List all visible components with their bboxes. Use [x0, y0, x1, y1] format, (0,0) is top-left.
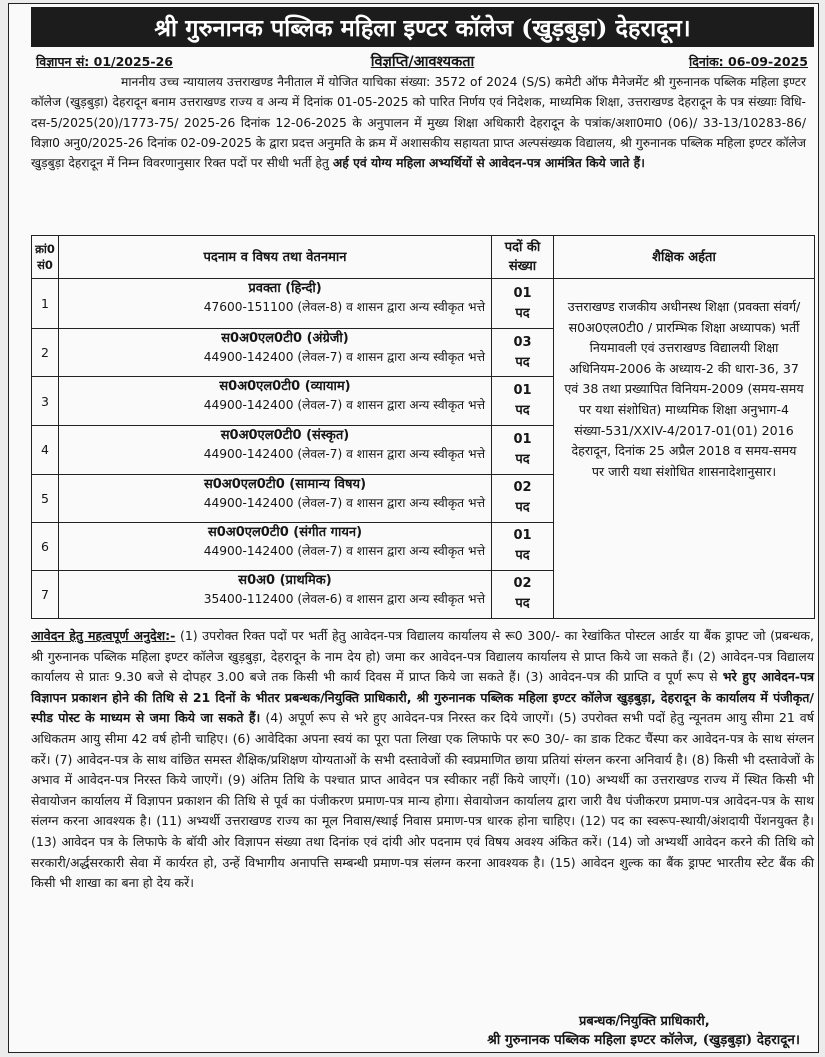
post-pay: 35400-112400 (लेवल-6) व शासन द्वारा अन्य स्वीकृत भत्ते	[203, 591, 485, 606]
row-sn: 1	[32, 279, 59, 329]
row-sn: 3	[32, 377, 59, 426]
row-sn: 6	[32, 522, 59, 570]
post-unit: पद	[515, 451, 530, 467]
post-name: स0अ0एल0टी0 (सामान्य विषय)	[203, 476, 367, 492]
post-pay: 44900-142400 (लेवल-7) व शासन द्वारा अन्य स्वीकृत भत्ते	[203, 495, 485, 510]
instructions-bold: भरे हुए आवेदन-पत्र विज्ञापन प्रकाशन होने की तिथि से 21 दिनों के भीतर प्रबन्धक/नियुक्ति प्राधिकारी, श्री गुरुनानक पब्लिक महिला इण्टर कॉलेज खुड़बुड़ा, देहरादून के कार्यालय में पंजीकृत/स्पीड पोस्ट के माध्यम से जमा किये जा सकते हैं।	[31, 669, 814, 726]
post-count: 03	[513, 334, 532, 350]
notice-date: दिनांक: 06-09-2025	[689, 54, 808, 69]
signature-designation: प्रबन्धक/नियुक्ति प्राधिकारी,	[579, 1014, 710, 1029]
header-qualification: शैक्षिक अर्हता	[554, 236, 815, 279]
header-sn: क्रां0 सं0	[32, 236, 59, 279]
qualification-cell: उत्तराखण्ड राजकीय अधीनस्थ शिक्षा (प्रवक्ता संवर्ग/स0अ0एल0टी0 / प्रारम्भिक शिक्षा अध्यापक) भर्ती नियमावली एवं उत्तराखण्ड विद्यालयी शिक्षा अधिनियम-2006 के अध्याय-2 की धारा-36, 37 एवं 38 तथा प्रख्यापित विनियम-2009 (समय-समय पर यथा संशोधित) माध्यमिक शिक्षा अनुभाग-4 संख्या-531/XXIV-4/2017-01(01) 2016 देहरादून, दिनांक 25 अप्रैल 2018 व समय-समय पर जारी यथा संशोधित शासनादेशानुसार।	[554, 279, 815, 619]
post-count: 02	[513, 480, 532, 496]
instructions-lead: आवेदन हेतु महत्वपूर्ण अनुदेश:-	[31, 628, 176, 643]
post-unit: पद	[515, 305, 530, 321]
page-title: श्री गुरुनानक पब्लिक महिला इण्टर कॉलेज (खुड़बुड़ा) देहरादून।	[31, 7, 814, 47]
post-pay: 47600-151100 (लेवल-8) व शासन द्वारा अन्य स्वीकृत भत्ते	[203, 300, 485, 314]
post-pay: 44900-142400 (लेवल-7) व शासन द्वारा अन्य स्वीकृत भत्ते	[203, 350, 485, 365]
post-name: स0अ0एल0टी0 (संस्कृत)	[220, 428, 350, 444]
table-row	[32, 279, 815, 329]
vacancy-table	[31, 235, 815, 619]
intro-paragraph	[31, 72, 806, 173]
instructions-part1: (1) उपरोक्त रिक्त पदों पर भर्ती हेतु आवेदन-पत्र विद्यालय कार्यालय से रू0 300/- का रेखांकित पोस्टल आर्डर या बैंक ड्राफ्ट जो (प्रबन्धक, श्री गुरुनानक पब्लिक महिला इण्टर कॉलेज खुड़बुड़ा, देहरादून के नाम देय हो) जमा कर आवेदन-पत्र विद्यालय कार्यालय से प्राप्त किये जा सकते हैं। (2) आवेदन-पत्र विद्यालय कार्यालय से प्रातः 9.30 बजे से दोपहर 3.00 बजे तक किसी भी कार्य दिवस में प्राप्त किये जा सकते हैं। (3) आवेदन-पत्र की प्राप्ति व पूर्ण रूप से	[31, 628, 814, 685]
post-name: प्रवक्ता (हिन्दी)	[248, 281, 322, 296]
post-count: 01	[513, 431, 532, 447]
post-unit: पद	[515, 354, 530, 370]
instructions-part2: (4) अपूर्ण रूप से भरे हुए आवेदन-पत्र निरस्त कर दिये जाएगें। (5) उपरोक्त सभी पदों हेतु न्यूनतम आयु सीमा 21 वर्ष अधिकतम आयु सीमा 42 वर्ष होनी चाहिए। (6) आवेदिका अपना स्वयं का पूरा पता लिखा एक लिफाफे पर रू0 30/- का डाक टिकट चैंस्पा कर आवेदन-पत्र के साथ संग्लन करें। (7) आवेदन-पत्र के साथ वांछित समस्त शैक्षिक/प्रशिक्षण योग्यताओं के सभी दस्तावेजों की स्वप्रमाणित छाया प्रतियां संग्लन करना अनिवार्य है। (8) किसी भी दस्तावेजों के अभाव में आवेदन-पत्र निरस्त किये जाएगें। (9) अंतिम तिथि के पश्चात प्राप्त आवेदन पत्र स्वीकार नहीं किये जाएगें। (10) अभ्यर्थी का उत्तराखण्ड राज्य में स्थित किसी भी सेवायोजन कार्यालय में विज्ञापन प्रकाशन की तिथि से पूर्व का पंजीकरण प्रमाण-पत्र मान्य होगा। सेवायोजन कार्यालय द्वारा जारी वैध पंजीकरण प्रमाण-पत्र आवेदन-पत्र के साथ संलग्न करना आवश्यक है। (11) अभ्यर्थी उत्तराखण्ड राज्य का मूल निवास/स्थाई निवास प्रमाण-पत्र धारक होना चाहिए। (12) पद का स्वरूप-स्थायी/अंशदायी पेंशनयुक्त है। (13) आवेदन पत्र के लिफाफे के बॉयी ओर विज्ञापन संख्या तथा दिनांक एवं दांयी ओर पदनाम एवं विषय अवश्य अंकित करें। (14) जो अभ्यर्थी आवेदन करने की तिथि को सरकारी/अर्द्धसरकारी सेवा में कार्यरत हो, उन्हें विभागीय अनापत्ति सम्बन्धी प्रमाण-पत्र संलग्न करना आवश्यक है। (15) आवेदन शुल्क का बैंक ड्राफ्ट भारतीय स्टेट बैंक की किसी भी शाखा का बना हो देय करें।	[31, 710, 814, 891]
post-pay: 44900-142400 (लेवल-7) व शासन द्वारा अन्य स्वीकृत भत्ते	[203, 543, 485, 558]
instructions-paragraph	[31, 626, 814, 894]
row-sn: 4	[32, 426, 59, 474]
intro-bold-tail: अर्ह एवं योग्य महिला अभ्यर्थियों से आवेदन-पत्र आमंत्रित किये जाते हैं।	[332, 156, 645, 171]
post-pay: 44900-142400 (लेवल-7) व शासन द्वारा अन्य स्वीकृत भत्ते	[203, 398, 485, 413]
post-unit: पद	[515, 548, 530, 564]
header-count: पदों की संख्या	[492, 236, 554, 279]
post-unit: पद	[515, 596, 530, 612]
post-name: स0अ0 (प्राथमिक)	[238, 572, 332, 588]
post-unit: पद	[515, 403, 530, 419]
post-name: स0अ0एल0टी0 (संगीत गायन)	[207, 524, 363, 540]
meta-row	[31, 53, 814, 71]
intro-text: माननीय उच्च न्यायालय उत्तराखण्ड नैनीताल में योजित याचिका संख्या: 3572 of 2024 (S/S) कमेटी ऑफ मैनेजमेंट श्री गुरुनानक पब्लिक महिला इण्टर कॉलेज (खुड़बुड़ा) देहरादून बनाम उत्तराखण्ड राज्य व अन्य में दिनांक 01-05-2025 को पारित निर्णय एवं निदेशक, माध्यमिक शिक्षा, उत्तराखण्ड देहरादून के पत्र संख्याः विधि-दस-5/2025(20)/1773-75/ 2025-26 दिनांक 12-06-2025 के अनुपालन में मुख्य शिक्षा अधिकारी देहरादून के पत्रांक/अशा0मा0 (06)/ 33-13/10283-86/विज्ञा0 अनु0/2025-26 दिनांक 02-09-2025 के द्वारा प्रदत्त अनुमति के क्रम में अशासकीय सहायता प्राप्त अल्पसंख्यक विद्यालय, श्री गुरुनानक पब्लिक महिला इण्टर कॉलेज खुड़बुड़ा देहरादून में निम्न विवरणानुसार रिक्त पदों पर सीधी भर्ती हेतु	[31, 75, 806, 171]
post-count: 01	[513, 528, 532, 544]
row-sn: 2	[32, 329, 59, 377]
post-count: 01	[513, 383, 532, 399]
row-sn: 7	[32, 570, 59, 618]
notice-heading: विज्ञप्ति/आवश्यकता	[370, 54, 475, 70]
post-unit: पद	[515, 500, 530, 516]
post-count: 01	[513, 285, 532, 301]
signature-institution: श्री गुरुनानक पब्लिक महिला इण्टर कॉलेज, (खुड़बुड़ा) देहरादून।	[487, 1032, 800, 1048]
header-post: पदनाम व विषय तथा वेतनमान	[59, 236, 492, 279]
post-name: स0अ0एल0टी0 (अंग्रेजी)	[221, 331, 349, 347]
table-header-row	[32, 236, 815, 279]
post-name: स0अ0एल0टी0 (व्यायाम)	[219, 379, 351, 395]
advertisement-sheet	[8, 3, 819, 1053]
post-pay: 44900-142400 (लेवल-7) व शासन द्वारा अन्य स्वीकृत भत्ते	[203, 447, 485, 462]
row-sn: 5	[32, 474, 59, 522]
advertisement-number: विज्ञापन सं: 01/2025-26	[36, 54, 173, 69]
post-count: 02	[513, 576, 532, 592]
